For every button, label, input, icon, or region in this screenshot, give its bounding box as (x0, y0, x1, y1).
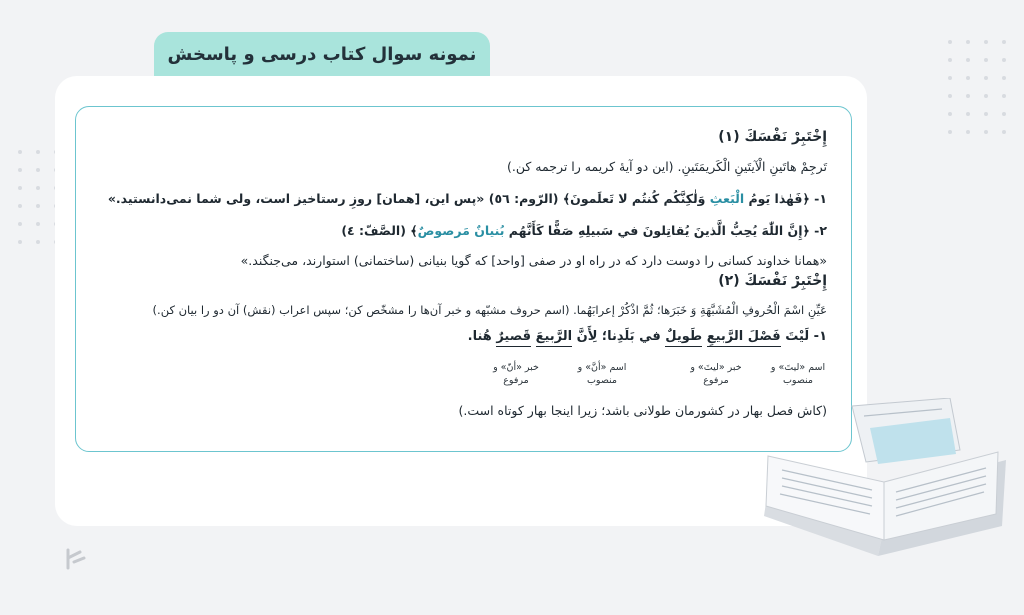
verse-2-translation: «همانا خداوند کسانی را دوست دارد که در راه او در صفی [واحد] که گویا بنیانی (ساختمانی) استوارند، می‌جنگند.» (240, 253, 827, 268)
note-1: اسم «لیتَ» و منصوب (770, 362, 826, 386)
section-title-tab (154, 32, 490, 76)
sentence-mid: في بَلَدِنا؛ لِأَنَّ (576, 329, 661, 344)
note-4: خبر «أنّ» و مرفوع (493, 362, 539, 386)
sentence-word-2: طَويلٌ (665, 329, 702, 347)
sentence-word-4: قَصيرٌ (496, 329, 531, 347)
sentence-word-3: الرَّبيعَ (536, 329, 573, 347)
sentence-word-1: فَصْلَ الرَّبيعِ (707, 329, 781, 347)
sentence-suffix: هُنا. (467, 329, 492, 344)
verse-1-pre: ۱- ﴿فَهٰذا يَومُ (744, 191, 827, 206)
exercise-heading-2: إِخْتَبِرْ نَفْسَكَ (۲) (718, 273, 827, 289)
verse-2-post: ﴾ (الصَّفّ: ٤) (341, 223, 418, 238)
instruction-2: عَيِّنِ اسْمَ الْحُروفِ الْمُشَبَّهَةِ وَ خَبَرَها؛ ثُمَّ اذْكُرْ إعرابَهُما. (اسم حروف مشبّهه و خبر آن‌ها را مشخّص کن؛ سپس اعراب (نقش) آن دو را بیان کن.) (152, 303, 827, 317)
brand-logo (58, 546, 94, 576)
verse-2 (341, 223, 827, 238)
note-3: اسم «أنَّ» و منصوب (577, 362, 627, 386)
exercise-panel (75, 106, 852, 452)
verse-1-post: وَلٰكِنَّكُم كُنتُم لا تَعلَمونَ﴾ (الرّوم: ٥٦) «پس این، [همان] روزِ رستاخیز است، ولی شما نمی‌دانستید.» (107, 191, 710, 206)
instruction-1: تَرجِمْ هاتَينِ الْآيتَينِ الْكَريمَتَينِ. (این دو آيهٔ کریمه را ترجمه کن.) (507, 159, 827, 174)
exercise-heading-1: إِخْتَبِرْ نَفْسَكَ (۱) (718, 129, 827, 145)
sentence-translation: (کاش فصل بهار در کشورمان طولانی باشد؛ زیرا اینجا بهار کوتاه است.) (458, 403, 827, 418)
grammar-sentence (468, 329, 827, 344)
open-book-image (760, 398, 1010, 562)
verse-2-highlight: بُنيانٌ مَرصوصٌ (417, 223, 505, 238)
note-2: خبر «لیتَ» و مرفوع (690, 362, 742, 386)
verse-1 (108, 191, 827, 206)
sentence-prefix: ۱- لَيْتَ (785, 329, 827, 344)
verse-2-pre: ۲- ﴿إِنَّ اللّٰهَ يُحِبُّ الَّذينَ يُقاتِلونَ في سَبيلِهِ صَفًّا كَأَنَّهُم (504, 223, 827, 238)
section-title: نمونه سوال کتاب درسی و پاسخش (167, 43, 477, 65)
dot-pattern-right (948, 40, 1006, 134)
verse-1-highlight: الْبَعثِ (709, 191, 745, 206)
dot-pattern-left (18, 150, 58, 244)
